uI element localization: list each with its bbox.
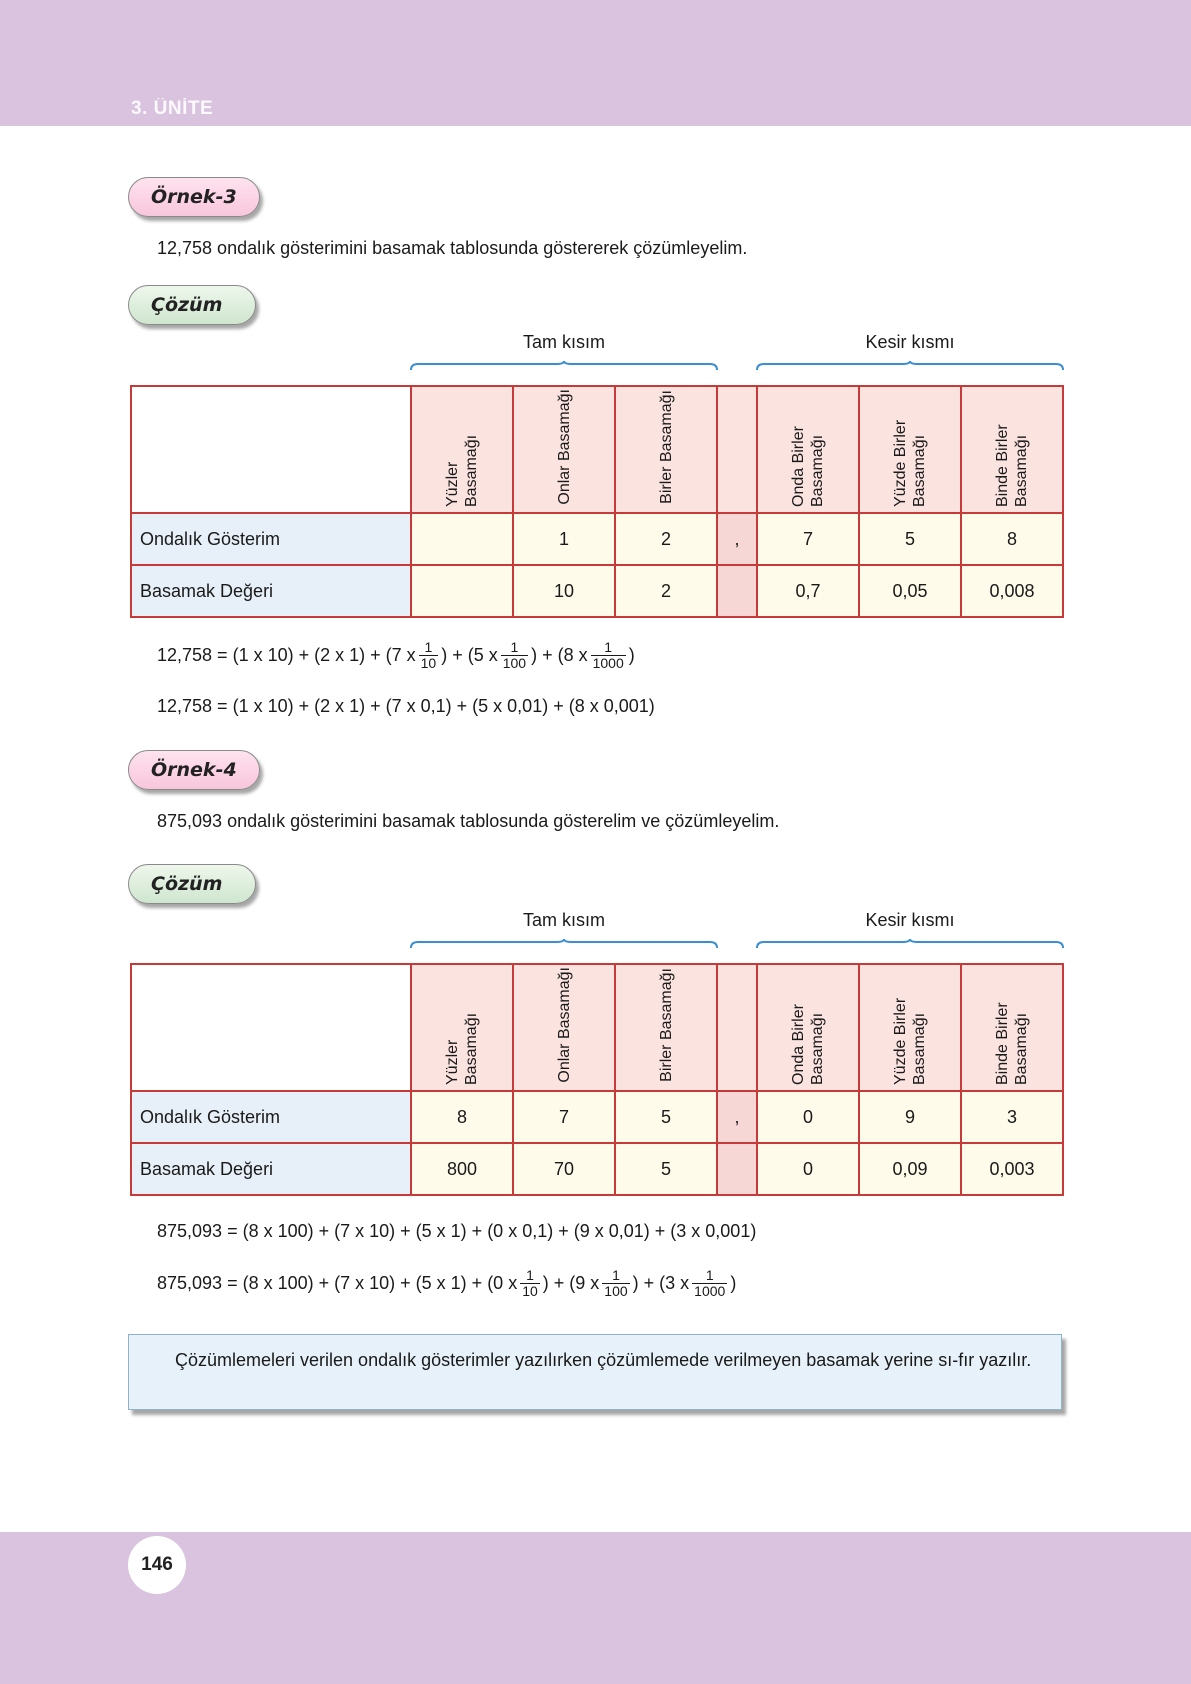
cell: 0,7 <box>757 565 859 617</box>
whole-part-label: Tam kısım <box>522 910 605 930</box>
cell: 0,09 <box>859 1143 961 1195</box>
col-hundredths: Yüzde Birler Basamağı <box>859 964 961 1091</box>
info-note <box>128 1334 1062 1410</box>
cell: 800 <box>411 1143 513 1195</box>
cell: 7 <box>513 1091 615 1143</box>
col-ones: Birler Basamağı <box>615 964 717 1091</box>
whole-part-brace <box>410 939 718 949</box>
col-thousandths: Binde Birler Basamağı <box>961 964 1063 1091</box>
cell: 7 <box>757 513 859 565</box>
cell: 2 <box>615 565 717 617</box>
col-hundreds: Yüzler Basamağı <box>411 964 513 1091</box>
table-row-place-value <box>131 565 1063 617</box>
example-4-badge: Örnek-4 <box>128 750 260 790</box>
table-row-decimal <box>131 1091 1063 1143</box>
cell: 0 <box>757 1091 859 1143</box>
solution-4-badge: Çözüm <box>128 864 256 904</box>
row-label: Basamak Değeri <box>131 565 411 617</box>
cell: 8 <box>411 1091 513 1143</box>
formula-3-fractions: 12,758 = (1 x 10) + (2 x 1) + (7 x $\frac{1}{10}$ ) + (5 x $\frac{1}{100}$ ) + (8 x $\frac{1}{1000}$ ) <box>157 639 635 671</box>
cell <box>717 1143 757 1195</box>
cell: 2 <box>615 513 717 565</box>
formula-4-decimals: 875,093 = (8 x 100) + (7 x 10) + (5 x 1) + (0 x 0,1) + (9 x 0,01) + (3 x 0,001) <box>157 1221 757 1241</box>
cell: 5 <box>859 513 961 565</box>
cell: 0,008 <box>961 565 1063 617</box>
place-value-table-4 <box>130 963 1064 1196</box>
whole-part-label: Tam kısım <box>522 332 605 352</box>
col-decimal-separator <box>717 386 757 513</box>
cell: 1 <box>513 513 615 565</box>
table-corner <box>131 964 411 1091</box>
col-hundreds: Yüzler Basamağı <box>411 386 513 513</box>
fraction-part-label: Kesir kısmı <box>865 910 955 930</box>
fraction: $\frac{1}{10}$ <box>420 639 437 671</box>
cell: 0,003 <box>961 1143 1063 1195</box>
fraction: $\frac{1}{100}$ <box>604 1267 628 1299</box>
cell: 5 <box>615 1091 717 1143</box>
cell <box>411 565 513 617</box>
table-corner <box>131 386 411 513</box>
col-ones: Birler Basamağı <box>615 386 717 513</box>
formula-3-decimals: 12,758 = (1 x 10) + (2 x 1) + (7 x 0,1) + (5 x 0,01) + (8 x 0,001) <box>157 696 655 716</box>
table-row-decimal <box>131 513 1063 565</box>
decimal-comma: , <box>717 513 757 565</box>
cell <box>411 513 513 565</box>
unit-label: 3. ÜNİTE <box>131 98 214 119</box>
row-label: Basamak Değeri <box>131 1143 411 1195</box>
row-label: Ondalık Gösterim <box>131 1091 411 1143</box>
fraction: $\frac{1}{1000}$ <box>592 639 624 671</box>
note-text: Çözümlemeleri verilen ondalık gösterimler yazılırken çözümlemede verilmeyen basamak yerine sı-fır yazılır. <box>175 1350 1032 1370</box>
row-label: Ondalık Gösterim <box>131 513 411 565</box>
fraction-part-brace <box>756 361 1064 371</box>
fraction-part-brace <box>756 939 1064 949</box>
cell: 9 <box>859 1091 961 1143</box>
page-number: 146 <box>128 1536 186 1594</box>
col-tens: Onlar Basamağı <box>513 964 615 1091</box>
cell: 8 <box>961 513 1063 565</box>
col-thousandths: Binde Birler Basamağı <box>961 386 1063 513</box>
fraction: $\frac{1}{100}$ <box>502 639 527 671</box>
col-tens: Onlar Basamağı <box>513 386 615 513</box>
solution-3-badge: Çözüm <box>128 285 256 325</box>
cell: 0 <box>757 1143 859 1195</box>
table-row-place-value <box>131 1143 1063 1195</box>
example-3-badge: Örnek-3 <box>128 177 260 217</box>
cell <box>717 565 757 617</box>
cell: 70 <box>513 1143 615 1195</box>
place-value-table-3 <box>130 385 1064 618</box>
whole-part-brace <box>410 361 718 371</box>
decimal-comma: , <box>717 1091 757 1143</box>
col-hundredths: Yüzde Birler Basamağı <box>859 386 961 513</box>
cell: 3 <box>961 1091 1063 1143</box>
col-tenths: Onda Birler Basamağı <box>757 964 859 1091</box>
example-4-question: 875,093 ondalık gösterimini basamak tablosunda gösterelim ve çözümleyelim. <box>157 811 780 831</box>
col-decimal-separator <box>717 964 757 1091</box>
formula-4-fractions: 875,093 = (8 x 100) + (7 x 10) + (5 x 1) + (0 x $\frac{1}{10}$ ) + (9 x $\frac{1}{100}$ ) + (3 x $\frac{1}{1000}$ ) <box>157 1267 737 1299</box>
cell: 0,05 <box>859 565 961 617</box>
col-tenths: Onda Birler Basamağı <box>757 386 859 513</box>
fraction: $\frac{1}{10}$ <box>522 1267 538 1299</box>
cell: 5 <box>615 1143 717 1195</box>
fraction: $\frac{1}{1000}$ <box>694 1267 726 1299</box>
cell: 10 <box>513 565 615 617</box>
fraction-part-label: Kesir kısmı <box>865 332 955 352</box>
example-3-question: 12,758 ondalık gösterimini basamak tablosunda göstererek çözümleyelim. <box>157 238 748 258</box>
